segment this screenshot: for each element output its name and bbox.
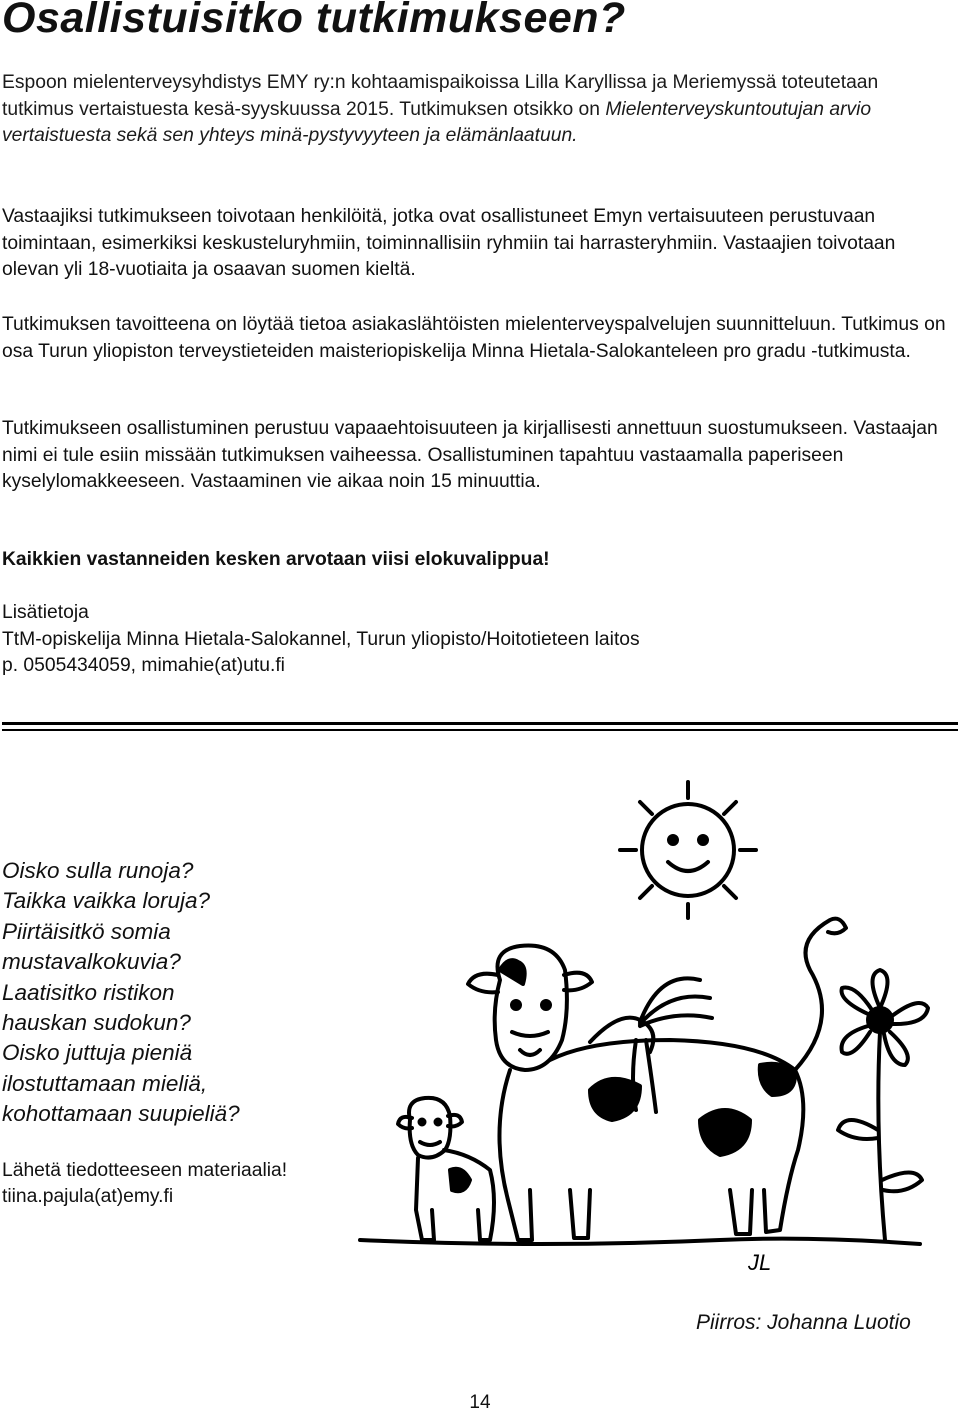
intro-text: Espoon mielenterveysyhdistys EMY ry:n kohtaamispaikoissa Lilla Karyllissa ja Meriemyssä toteutetaan tutkimus vertaistuesta kesä-syyskuussa 2015. Tutkimuksen otsikko on bbox=[2, 72, 879, 120]
divider-line bbox=[2, 722, 958, 725]
poem-line: Taikka vaikka loruja? bbox=[2, 888, 211, 914]
drawing-credit: Piirros: Johanna Luotio bbox=[696, 1311, 911, 1334]
contact-phone-email: p. 0505434059, mimahie(at)utu.fi bbox=[2, 655, 285, 676]
page-title: Osallistuisitko tutkimukseen? bbox=[2, 0, 626, 42]
flower-illustration bbox=[838, 970, 928, 1240]
poem-line: ilostuttamaan mieliä, bbox=[2, 1070, 208, 1096]
divider-line-secondary bbox=[2, 729, 958, 731]
raffle-announcement: Kaikkien vastanneiden kesken arvotaan viisi elokuvalippua! bbox=[2, 549, 550, 570]
ground-line bbox=[360, 1239, 920, 1244]
goal-paragraph: Tutkimuksen tavoitteena on löytää tietoa asiakaslähtöisten mielenterveyspalvelujen suunnitteluun. Tutkimus on osa Turun yliopiston terveystieteiden maisteriopiskelija Minna Hietala-Salokanteleen pro gradu -tutkimusta. bbox=[2, 314, 946, 362]
sun-illustration bbox=[620, 782, 756, 918]
contact-info bbox=[2, 600, 640, 680]
poem-line: hauskan sudokun? bbox=[2, 1010, 191, 1036]
contact-heading: Lisätietoja bbox=[2, 602, 89, 623]
artist-signature: JL bbox=[748, 1250, 772, 1275]
page-number: 14 bbox=[469, 1392, 491, 1413]
intro-paragraph bbox=[2, 70, 952, 150]
poem-line: Laatisitko ristikon bbox=[2, 979, 175, 1005]
contact-person: TtM-opiskelija Minna Hietala-Salokannel, Turun yliopisto/Hoitotieteen laitos bbox=[2, 628, 640, 650]
respondents-paragraph: Vastaajiksi tutkimukseen toivotaan henkilöitä, jotka ovat osallistuneet Emyn vertaisuuteen perustuvaan toimintaan, esimerkiksi keskusteluryhmiin, toiminnallisiin ryhmiin tai harrasteryhmiin. Vastaajien toivotaan olevan yli 18-vuotiaita ja osaavan suomen kieltä. bbox=[2, 206, 896, 280]
poem bbox=[2, 856, 240, 1130]
poem-line: mustavalkokuvia? bbox=[2, 949, 181, 975]
study-title: Mielenterveyskuntoutujan arvio vertaistuesta sekä sen yhteys minä-pystyvyyteen ja elämänlaatuun. bbox=[2, 98, 872, 146]
cow-sun-flower-drawing bbox=[340, 770, 955, 1290]
submission-email: tiina.pajula(at)emy.fi bbox=[2, 1186, 174, 1207]
cow-illustration bbox=[468, 919, 846, 1240]
poem-line: Oisko juttuja pieniä bbox=[2, 1040, 193, 1066]
poem-line: Piirtäisitkö somia bbox=[2, 918, 171, 944]
poem-line: Oisko sulla runoja? bbox=[2, 858, 194, 883]
participation-paragraph: Tutkimukseen osallistuminen perustuu vapaaehtoisuuteen ja kirjallisesti annettuun suostumukseen. Vastaajan nimi ei tule esiin missään tutkimuksen vaiheessa. Osallistuminen tapahtuu vastaamalla paperiseen kyselylomakkeeseen. Vastaaminen vie aikaa noin 15 minuuttia. bbox=[2, 418, 938, 492]
submission-call: Lähetä tiedotteeseen materiaalia! bbox=[2, 1160, 288, 1181]
calf-illustration bbox=[398, 1098, 494, 1240]
poem-line: kohottamaan suupieliä? bbox=[2, 1101, 240, 1127]
submission-info bbox=[2, 1158, 287, 1210]
